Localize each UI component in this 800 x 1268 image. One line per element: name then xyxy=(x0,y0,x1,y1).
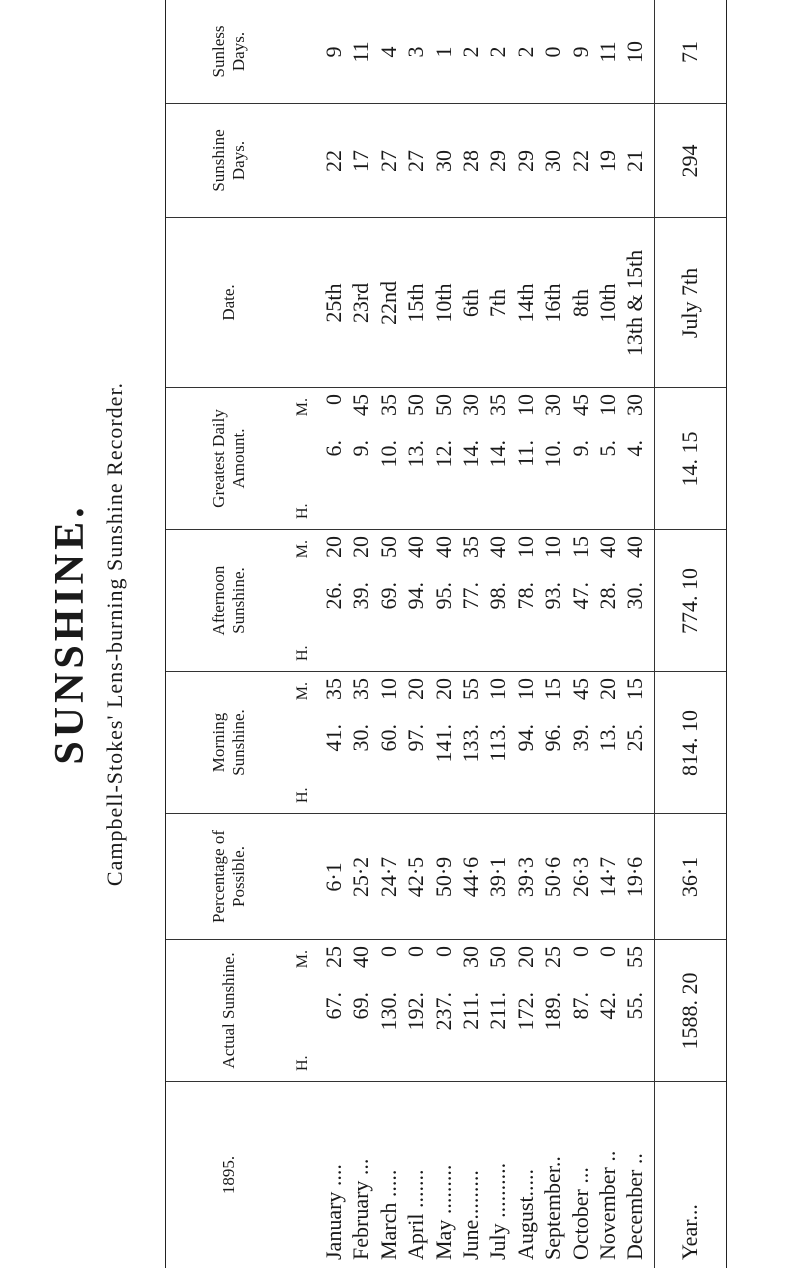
row-month: February ... xyxy=(348,1158,374,1260)
row-actual-h: 189. xyxy=(540,992,566,1031)
row-actual-m: 20 xyxy=(512,946,538,968)
row-aft-h: 77. xyxy=(458,582,483,610)
row-sun-days: 17 xyxy=(348,150,374,172)
row-morn-h: 133. xyxy=(458,724,483,763)
row-aft-h: 26. xyxy=(321,582,346,610)
row-great-h: 12. xyxy=(430,440,456,468)
row-morn-h: 39. xyxy=(567,724,593,752)
row-aft-m: 40 xyxy=(595,536,620,558)
row-actual-m: 25 xyxy=(540,946,566,968)
row-sunless: 11 xyxy=(595,41,620,63)
row-date: 10th xyxy=(595,283,620,323)
row-aft-h: 47. xyxy=(567,582,593,610)
row-sun-days: 27 xyxy=(375,150,401,172)
row-date: 16th xyxy=(540,283,566,323)
row-date: 23rd xyxy=(348,282,374,324)
row-month: March ..... xyxy=(375,1169,401,1260)
row-actual-h: 172. xyxy=(512,992,538,1031)
row-aft-m: 15 xyxy=(567,536,593,558)
row-aft-m: 40 xyxy=(430,536,456,558)
row-actual-m: 0 xyxy=(567,946,593,957)
row-actual-m: 0 xyxy=(430,946,456,957)
row-sun-days: 30 xyxy=(540,150,566,172)
row-great-h: 9. xyxy=(567,440,593,457)
header-greatest: Greatest Daily Amount. xyxy=(209,409,248,508)
row-great-m: 50 xyxy=(403,394,429,416)
row-morn-h: 141. xyxy=(430,724,456,763)
row-morn-h: 30. xyxy=(348,724,374,752)
row-great-h: 4. xyxy=(622,440,648,457)
row-aft-h: 78. xyxy=(512,582,538,610)
header-date: Date. xyxy=(219,284,239,321)
row-morn-m: 35 xyxy=(321,678,346,700)
row-actual-h: 87. xyxy=(567,992,593,1020)
row-actual-h: 55. xyxy=(622,992,648,1020)
row-sun-days: 22 xyxy=(321,150,346,172)
row-date: 14th xyxy=(512,283,538,323)
row-great-m: 35 xyxy=(485,394,511,416)
row-actual-m: 0 xyxy=(595,946,620,957)
unit-hours: H. xyxy=(294,787,311,803)
page-subtitle: Campbell-Stokes' Lens-burning Sunshine Recorder. xyxy=(102,381,127,887)
row-month: December .. xyxy=(622,1153,648,1260)
row-pct: 14·7 xyxy=(595,856,620,898)
row-actual-m: 0 xyxy=(403,946,429,957)
row-actual-m: 25 xyxy=(321,946,346,968)
sunshine-table xyxy=(165,0,727,1268)
row-sunless: 2 xyxy=(458,46,483,58)
unit-minutes: M. xyxy=(294,682,311,701)
row-morn-m: 10 xyxy=(512,678,538,700)
row-pct: 44·6 xyxy=(458,856,483,898)
row-date: 25th xyxy=(321,283,346,323)
row-aft-h: 95. xyxy=(430,582,456,610)
row-actual-h: 130. xyxy=(375,992,401,1031)
row-pct: 50·6 xyxy=(540,856,566,898)
row-aft-m: 40 xyxy=(485,536,511,558)
row-month: October ... xyxy=(567,1167,593,1260)
row-great-h: 14. xyxy=(485,440,511,468)
row-great-h: 11. xyxy=(512,440,538,467)
total-label: Year... xyxy=(677,1204,702,1260)
row-month: August..... xyxy=(512,1168,538,1260)
row-aft-m: 40 xyxy=(403,536,429,558)
row-date: 6th xyxy=(458,288,483,318)
row-actual-h: 67. xyxy=(321,992,346,1020)
row-actual-h: 192. xyxy=(403,992,429,1031)
page-title: SUNSHINE. xyxy=(47,503,93,765)
row-aft-m: 50 xyxy=(375,536,401,558)
row-aft-m: 20 xyxy=(348,536,374,558)
row-pct: 6·1 xyxy=(321,862,346,892)
row-great-h: 14. xyxy=(458,440,483,468)
row-actual-m: 50 xyxy=(485,946,511,968)
row-morn-h: 25. xyxy=(622,724,648,752)
row-great-m: 0 xyxy=(321,394,346,405)
row-sunless: 2 xyxy=(485,46,511,58)
row-great-m: 30 xyxy=(540,394,566,416)
row-month: November .. xyxy=(595,1150,620,1260)
header-actual: Actual Sunshine. xyxy=(219,952,239,1069)
row-month: April ....... xyxy=(403,1169,429,1260)
row-month: June......... xyxy=(458,1170,483,1260)
row-sunless: 1 xyxy=(430,46,456,58)
row-actual-h: 69. xyxy=(348,992,374,1020)
row-morn-h: 41. xyxy=(321,724,346,752)
row-great-m: 35 xyxy=(375,394,401,416)
row-aft-m: 35 xyxy=(458,536,483,558)
row-great-h: 10. xyxy=(375,440,401,468)
row-actual-m: 30 xyxy=(458,946,483,968)
row-morn-m: 55 xyxy=(458,678,483,700)
row-morn-m: 10 xyxy=(375,678,401,700)
row-sun-days: 19 xyxy=(595,150,620,172)
row-actual-m: 40 xyxy=(348,946,374,968)
row-great-m: 30 xyxy=(622,394,648,416)
row-month: July .......... xyxy=(485,1162,511,1260)
row-great-h: 9. xyxy=(348,440,374,457)
row-morn-h: 96. xyxy=(540,724,566,752)
row-aft-m: 40 xyxy=(622,536,648,558)
unit-minutes: M. xyxy=(294,540,311,559)
total-sunless-days: 71 xyxy=(677,41,702,63)
row-aft-h: 94. xyxy=(403,582,429,610)
row-pct: 25·2 xyxy=(348,856,374,898)
header-percentage: Percentage of Possible. xyxy=(209,830,248,923)
unit-hours: H. xyxy=(294,503,311,519)
row-date: 7th xyxy=(485,288,511,318)
row-actual-m: 55 xyxy=(622,946,648,968)
row-morn-m: 35 xyxy=(348,678,374,700)
row-morn-m: 15 xyxy=(540,678,566,700)
row-morn-h: 113. xyxy=(485,724,511,762)
total-greatest: 14. 15 xyxy=(677,431,702,487)
row-actual-h: 211. xyxy=(485,992,511,1030)
row-great-m: 45 xyxy=(567,394,593,416)
row-sunless: 10 xyxy=(622,41,648,63)
row-pct: 39·1 xyxy=(485,856,511,898)
row-aft-h: 39. xyxy=(348,582,374,610)
row-sunless: 3 xyxy=(403,46,429,58)
row-aft-h: 30. xyxy=(622,582,648,610)
row-date: 13th & 15th xyxy=(622,249,648,357)
row-great-m: 10 xyxy=(595,394,620,416)
row-great-h: 10. xyxy=(540,440,566,468)
row-sun-days: 22 xyxy=(567,150,593,172)
row-sunless: 9 xyxy=(321,46,346,58)
rotated-page xyxy=(40,0,800,1268)
row-actual-m: 0 xyxy=(375,946,401,957)
row-pct: 26·3 xyxy=(567,856,593,898)
unit-hours: H. xyxy=(294,645,311,661)
row-morn-h: 94. xyxy=(512,724,538,752)
row-aft-h: 98. xyxy=(485,582,511,610)
row-morn-m: 15 xyxy=(622,678,648,700)
total-sunshine-days: 294 xyxy=(677,144,702,178)
row-great-h: 6. xyxy=(321,440,346,457)
row-aft-h: 69. xyxy=(375,582,401,610)
row-great-m: 50 xyxy=(430,394,456,416)
unit-hours: H. xyxy=(294,1055,311,1071)
row-aft-m: 10 xyxy=(540,536,566,558)
row-sun-days: 29 xyxy=(512,150,538,172)
row-sunless: 4 xyxy=(375,46,401,58)
row-sun-days: 27 xyxy=(403,150,429,172)
row-sun-days: 21 xyxy=(622,150,648,172)
row-great-m: 10 xyxy=(512,394,538,416)
total-morning: 814. 10 xyxy=(677,710,702,776)
row-sunless: 9 xyxy=(567,46,593,58)
total-date: July 7th xyxy=(677,267,702,339)
row-date: 22nd xyxy=(375,281,401,325)
row-morn-h: 13. xyxy=(595,724,620,752)
row-morn-h: 60. xyxy=(375,724,401,752)
row-aft-m: 20 xyxy=(321,536,346,558)
row-sun-days: 28 xyxy=(458,150,483,172)
unit-minutes: M. xyxy=(294,950,311,969)
row-great-h: 13. xyxy=(403,440,429,468)
header-morning: Morning Sunshine. xyxy=(209,709,248,776)
row-aft-h: 93. xyxy=(540,582,566,610)
row-morn-h: 97. xyxy=(403,724,429,752)
row-date: 10th xyxy=(430,283,456,323)
row-month: May ......... xyxy=(430,1164,456,1260)
row-pct: 24·7 xyxy=(375,856,401,898)
header-sunless-days: Sunless Days. xyxy=(209,25,248,78)
unit-minutes: M. xyxy=(294,398,311,417)
row-pct: 42·5 xyxy=(403,856,429,898)
row-actual-h: 237. xyxy=(430,992,456,1031)
row-morn-m: 45 xyxy=(567,678,593,700)
row-date: 15th xyxy=(403,283,429,323)
row-sunless: 0 xyxy=(540,46,566,58)
row-great-m: 30 xyxy=(458,394,483,416)
row-date: 8th xyxy=(567,288,593,318)
row-morn-m: 10 xyxy=(485,678,511,700)
total-rule xyxy=(654,0,655,1268)
row-great-m: 45 xyxy=(348,394,374,416)
row-pct: 50·9 xyxy=(430,856,456,898)
row-pct: 19·6 xyxy=(622,856,648,898)
row-month: September.. xyxy=(540,1156,566,1260)
row-sunless: 11 xyxy=(348,41,374,63)
row-pct: 39·3 xyxy=(512,856,538,898)
row-morn-m: 20 xyxy=(430,678,456,700)
total-actual: 1588. 20 xyxy=(677,972,702,1050)
row-aft-m: 10 xyxy=(512,536,538,558)
row-actual-h: 42. xyxy=(595,992,620,1020)
header-sunshine-days: Sunshine Days. xyxy=(209,129,248,192)
total-percentage: 36·1 xyxy=(677,856,702,898)
row-actual-h: 211. xyxy=(458,992,483,1030)
row-aft-h: 28. xyxy=(595,582,620,610)
row-morn-m: 20 xyxy=(403,678,429,700)
header-afternoon: Afternoon Sunshine. xyxy=(209,565,248,636)
row-great-h: 5. xyxy=(595,440,620,457)
row-sun-days: 30 xyxy=(430,150,456,172)
row-month: January .... xyxy=(321,1164,346,1260)
row-sunless: 2 xyxy=(512,46,538,58)
row-sun-days: 29 xyxy=(485,150,511,172)
total-afternoon: 774. 10 xyxy=(677,568,702,634)
year-header: 1895. xyxy=(219,1155,239,1195)
row-morn-m: 20 xyxy=(595,678,620,700)
